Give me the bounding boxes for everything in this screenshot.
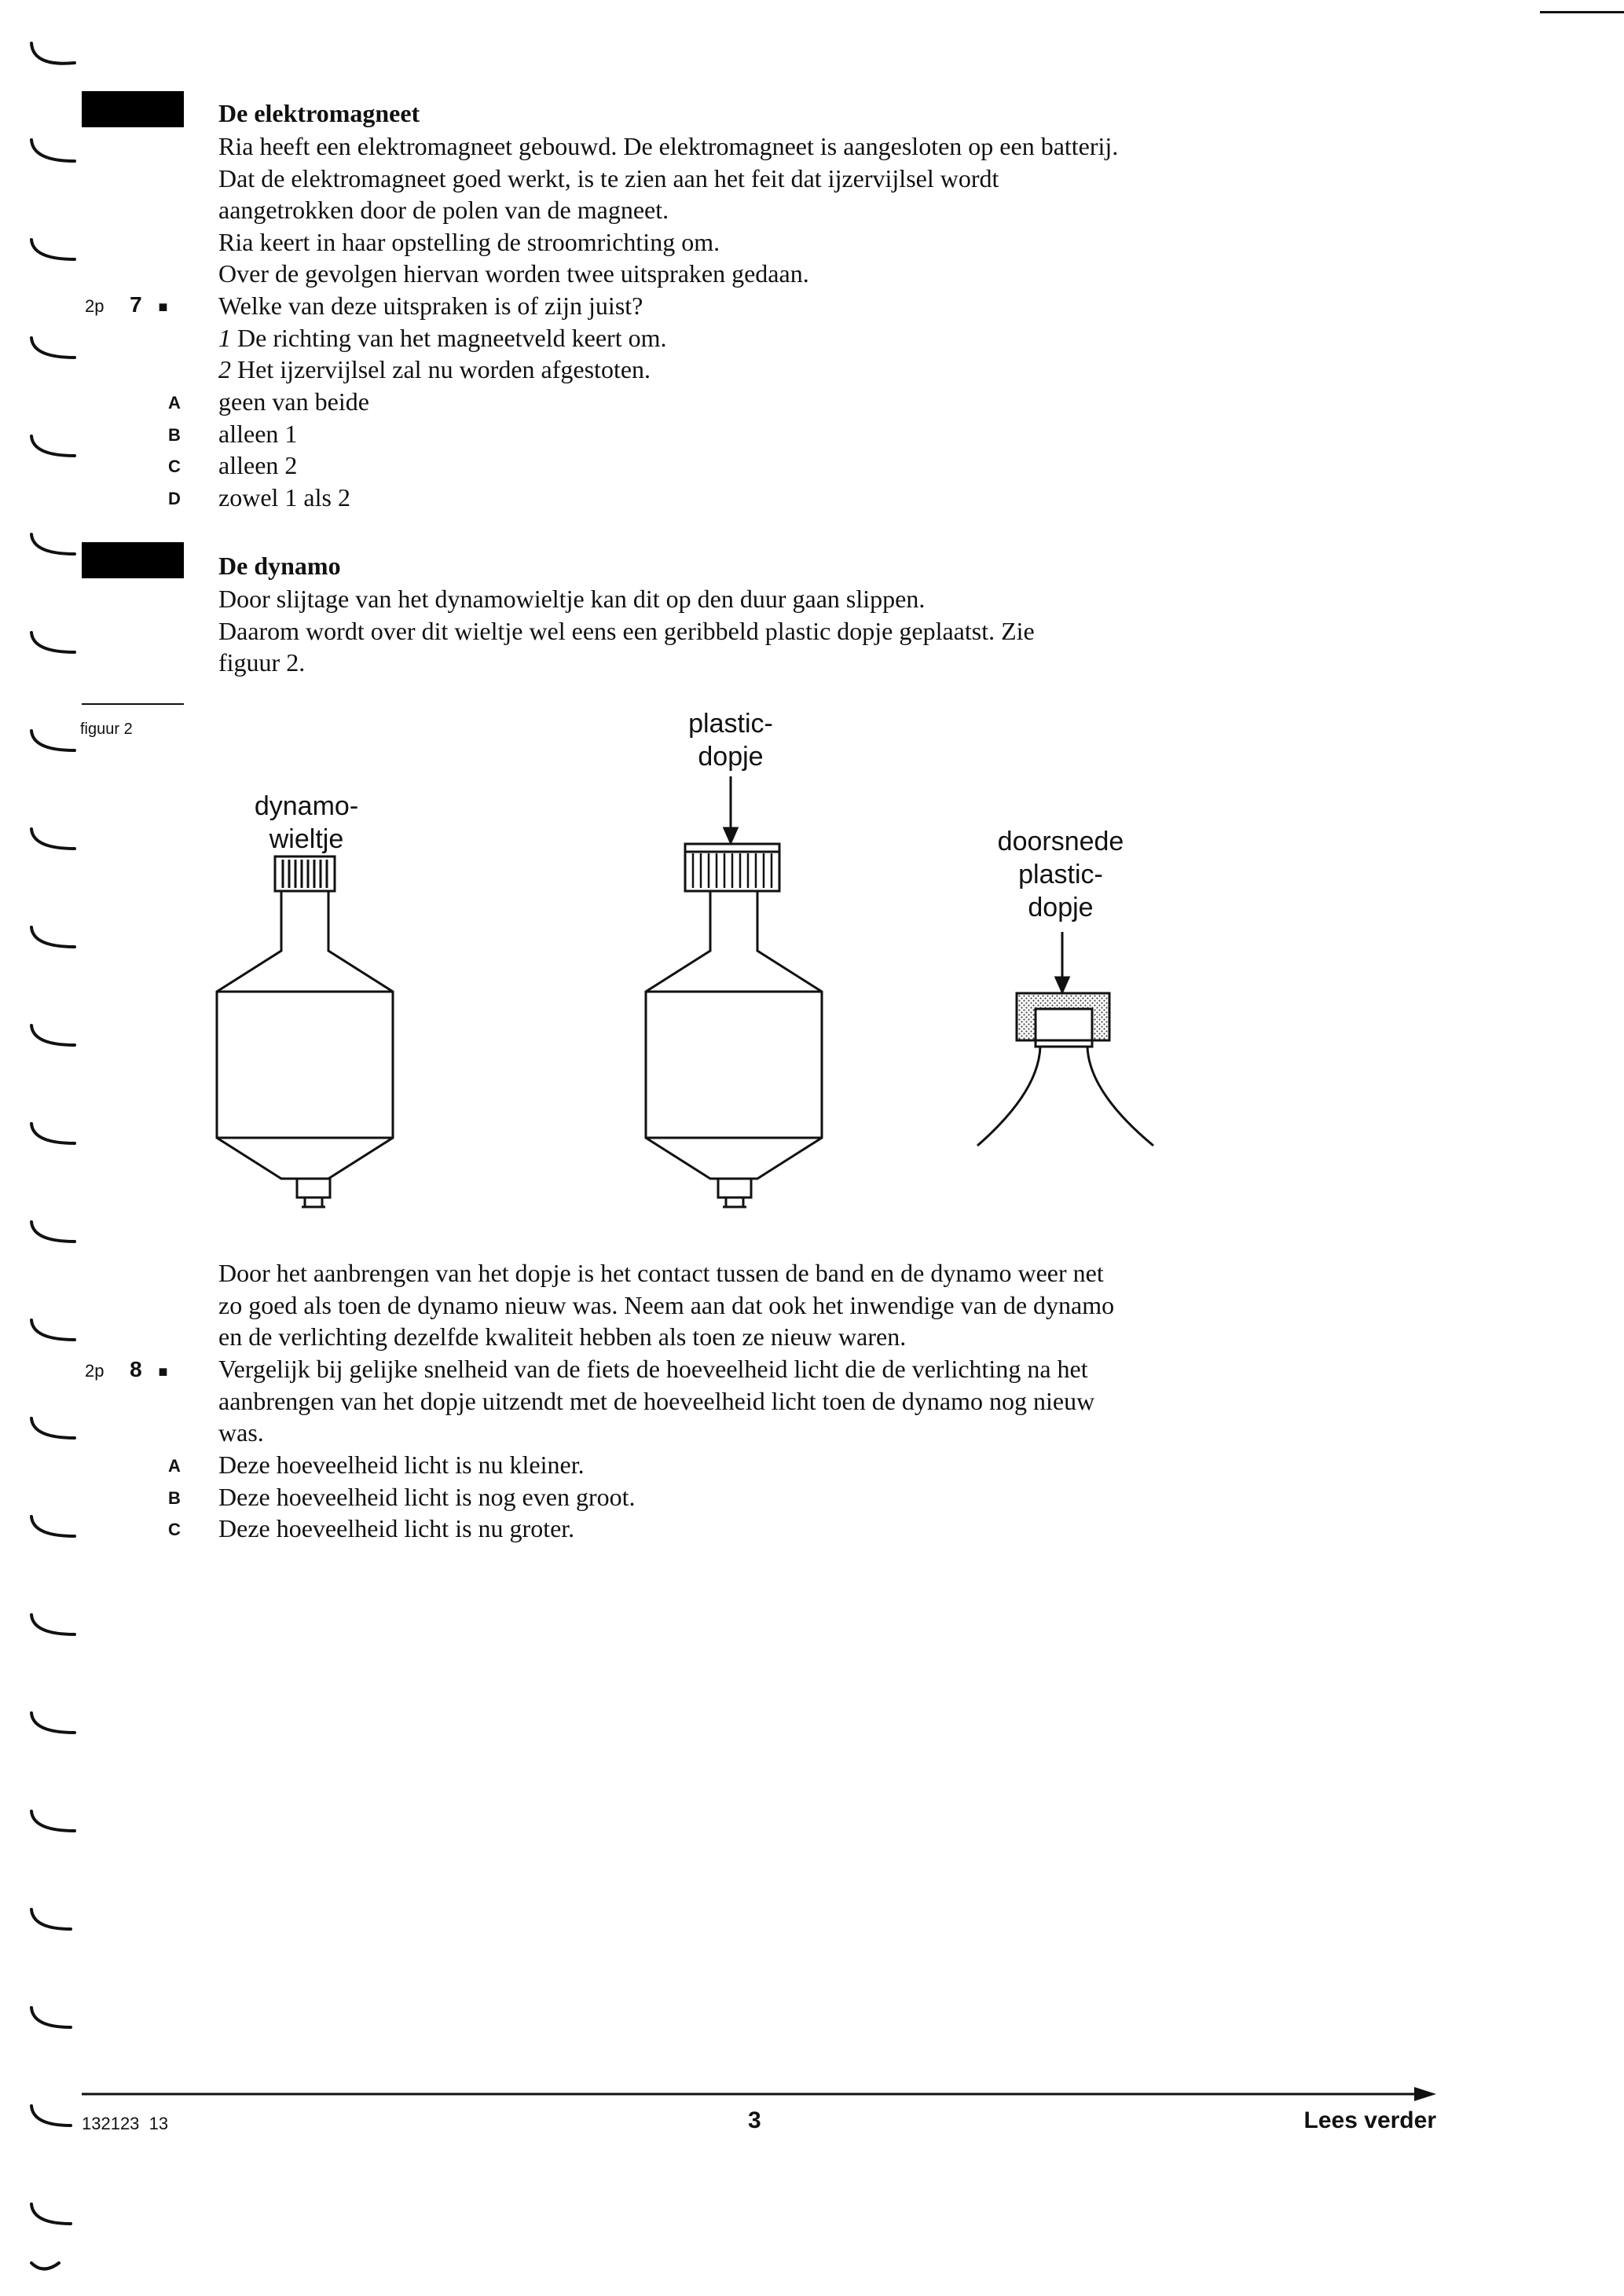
text-line: Over de gevolgen hiervan worden twee uitspraken gedaan. [218, 259, 809, 288]
footer-code: 132123 13 [82, 2114, 169, 2133]
statement-number: 1 [218, 324, 231, 352]
page-number: 3 [748, 2107, 761, 2133]
label-line: dopje [698, 742, 764, 772]
label-line: plastic- [688, 709, 773, 739]
option-letter: C [168, 457, 181, 476]
cross-section [977, 932, 1153, 1146]
statement-number: 2 [218, 355, 231, 383]
option-letter: D [168, 489, 181, 508]
bullet-icon: ■ [158, 1363, 168, 1381]
label-line: plastic- [1018, 860, 1103, 889]
lees-verder-label: Lees verder [1303, 2107, 1436, 2133]
text-line: Door het aanbrengen van het dopje is het contact tussen de band en de dynamo weer net [218, 1259, 1104, 1287]
option-letter: A [168, 393, 181, 413]
section-title-dynamo: De dynamo [218, 552, 341, 580]
option-text[interactable]: geen van beide [218, 387, 369, 416]
bullet-icon: ■ [158, 299, 168, 316]
label-line: dopje [1028, 893, 1094, 922]
text-line: Daarom wordt over dit wieltje wel eens een geribbeld plastic dopje geplaatst. Zie [218, 616, 1035, 645]
dynamo-left [217, 856, 393, 1207]
points: 2p [85, 296, 104, 316]
option-text[interactable]: alleen 1 [218, 420, 298, 448]
text-line: Dat de elektromagneet goed werkt, is te zien aan het feit dat ijzervijlsel wordt [218, 163, 999, 193]
points: 2p [85, 1361, 104, 1381]
dynamo-right [646, 776, 822, 1207]
section3-text [218, 1257, 1114, 1353]
option-text[interactable]: zowel 1 als 2 [218, 483, 350, 512]
section-title-elektromagneet: De elektromagneet [218, 99, 420, 127]
option-letter: B [168, 425, 181, 445]
option-text[interactable]: Deze hoeveelheid licht is nu groter. [218, 1514, 575, 1542]
text-line: figuur 2. [218, 648, 306, 677]
question-7-prompt: Welke van deze uitspraken is of zijn juist? [218, 292, 643, 320]
question-number: 8 [130, 1357, 142, 1381]
question-8-marker [85, 1357, 168, 1382]
question-number: 7 [130, 292, 142, 317]
label-line: wieltje [269, 824, 344, 854]
option-letter: B [168, 1488, 181, 1508]
figure-caption: figuur 2 [80, 721, 133, 738]
text-line: en de verlichting dezelfde kwaliteit hebben als toen ze nieuw waren. [218, 1322, 907, 1351]
statement-text: De richting van het magneetveld keert om. [237, 324, 667, 352]
option-letter: A [168, 1456, 181, 1476]
label-line: dynamo- [254, 791, 359, 821]
text-line: Ria keert in haar opstelling de stroomrichting om. [218, 227, 720, 256]
text-line: zo goed als toen de dynamo nieuw was. Neem aan dat ook het inwendige van de dynamo [218, 1290, 1115, 1319]
text-line: aanbrengen van het dopje uitzendt met de hoeveelheid licht toen de dynamo nog nieuw [218, 1386, 1095, 1415]
statement-text: Het ijzervijlsel zal nu worden afgestoten. [237, 355, 651, 383]
option-letter: C [168, 1520, 181, 1539]
option-text[interactable]: Deze hoeveelheid licht is nog even groot. [218, 1483, 636, 1511]
footer-arrow-rule [0, 2082, 1624, 2106]
text-line: Door slijtage van het dynamowieltje kan dit op den duur gaan slippen. [218, 585, 926, 613]
label-line: doorsnede [997, 827, 1124, 856]
text-line: aangetrokken door de polen van de magneet. [218, 196, 669, 224]
text-line: Ria heeft een elektromagneet gebouwd. De elektromagneet is aangesloten op een batterij. [218, 132, 1119, 160]
option-text[interactable]: alleen 2 [218, 451, 298, 479]
option-text[interactable]: Deze hoeveelheid licht is nu kleiner. [218, 1451, 585, 1479]
text-line: was. [218, 1418, 264, 1447]
text-line: Vergelijk bij gelijke snelheid van de fiets de hoeveelheid licht die de verlichting na het [218, 1355, 1088, 1383]
question-8-prompt [218, 1353, 1094, 1449]
